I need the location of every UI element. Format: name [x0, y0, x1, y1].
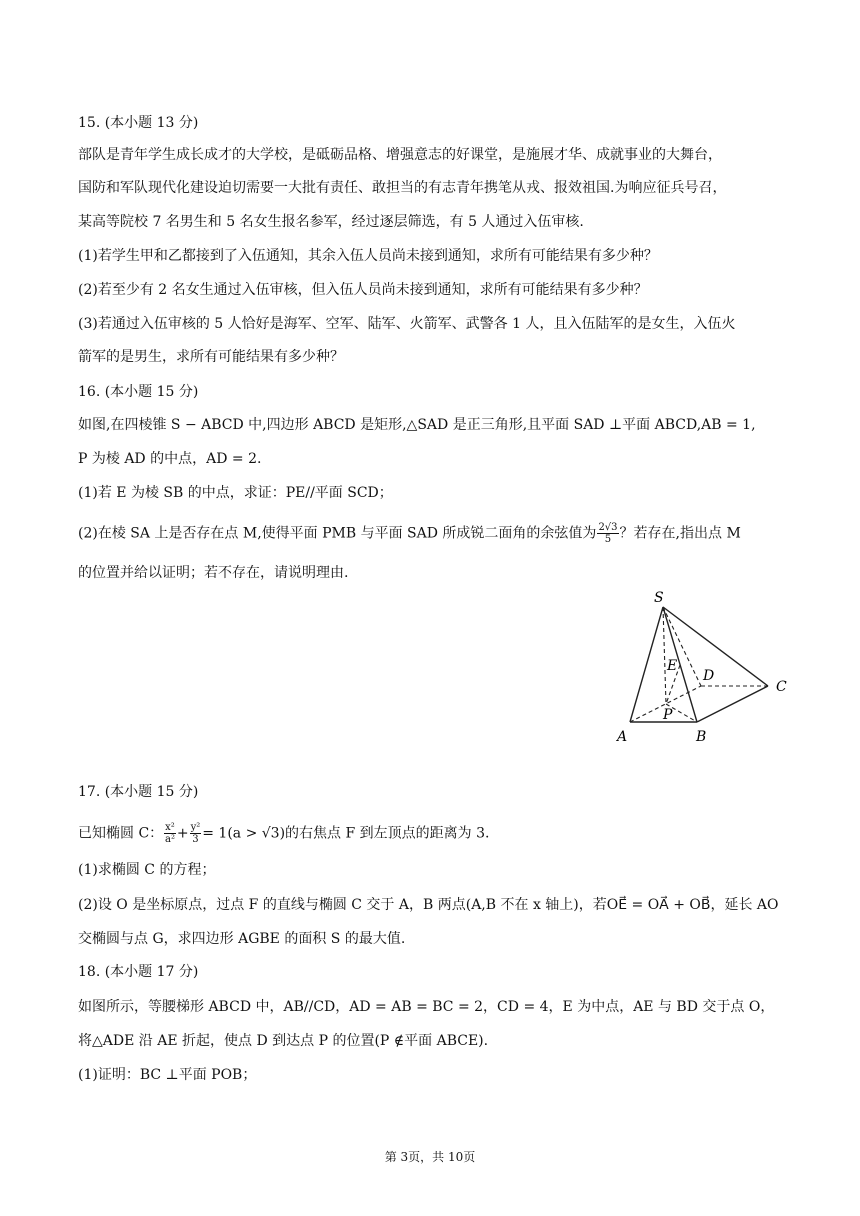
q15-subquestion-1: (1)若学生甲和乙都接到了入伍通知，其余入伍人员尚未接到通知，求所有可能结果有多少种？ [78, 248, 658, 264]
label-S: S [654, 590, 664, 606]
q16-s2-text-after: ？若存在,指出点 M [619, 525, 741, 542]
label-D: D [703, 668, 715, 684]
q15-text-line-3: 某高等院校 7 名男生和 5 名女生报名参军，经过逐层筛选，有 5 人通过入伍审核. [78, 214, 584, 230]
q15-subquestion-3-line-1: (3)若通过入伍审核的 5 人恰好是海军、空军、陆军、火箭军、武警各 1 人，且入伍陆军的是女生，入伍火 [78, 316, 736, 332]
segment-SP-hidden [663, 607, 666, 704]
q16-header: 16. (本小题 15 分) [78, 384, 199, 400]
ellipse-fraction-y [190, 822, 202, 845]
edge-BC [697, 686, 768, 722]
q18-subquestion-1: (1)证明：BC ⊥平面 POB； [78, 1067, 257, 1083]
edge-SD-hidden [663, 607, 701, 686]
q15-subquestion-2: (2)若至少有 2 名女生通过入伍审核，但入伍人员尚未接到通知，求所有可能结果有多少种？ [78, 282, 648, 298]
label-P: P [663, 707, 673, 723]
q16-subquestion-1: (1)若 E 为棱 SB 的中点，求证：PE//平面 SCD； [78, 485, 393, 501]
q16-s2-text-before: (2)在棱 SA 上是否存在点 M,使得平面 PMB 与平面 SAD 所成锐二面角的余弦值为 [78, 525, 597, 542]
fraction-denominator: 3 [192, 834, 199, 845]
ellipse-fraction-x [164, 822, 176, 845]
pyramid-figure [600, 585, 810, 755]
q15-subquestion-3-line-2: 箭军的是男生，求所有可能结果有多少种？ [78, 349, 344, 365]
cosine-fraction [597, 522, 618, 545]
q15-header: 15. (本小题 13 分) [78, 115, 199, 131]
label-C: C [776, 679, 787, 695]
fraction-denominator: 5 [604, 534, 612, 545]
edge-SA [630, 607, 663, 722]
q15-text-line-1: 部队是青年学生成长成才的大学校，是砥砺品格、增强意志的好课堂，是施展才华、成就事业的大舞台， [78, 147, 722, 163]
q17-text-line-1 [78, 822, 489, 845]
q17-subquestion-1: (1)求椭圆 C 的方程； [78, 862, 216, 878]
edge-SC [663, 607, 768, 686]
page-number-footer: 第 3页，共 10页 [384, 1150, 476, 1164]
q16-subquestion-2-line-1 [78, 522, 741, 545]
fraction-denominator: a² [165, 834, 175, 845]
q18-header: 18. (本小题 17 分) [78, 964, 199, 980]
q17-header: 17. (本小题 15 分) [78, 784, 199, 800]
q17-subquestion-2-line-2: 交椭圆与点 G，求四边形 AGBE 的面积 S 的最大值. [78, 931, 406, 947]
q16-text-line-2: P 为棱 AD 的中点，AD = 2. [78, 451, 262, 467]
plus-sign: + [176, 825, 189, 842]
q15-text-line-2: 国防和军队现代化建设迫切需要一大批有责任、敢担当的有志青年携笔从戎、报效祖国.为响应征兵号召， [78, 180, 727, 196]
q17-subquestion-2-line-1: (2)设 O 是坐标原点，过点 F 的直线与椭圆 C 交于 A，B 两点(A,B 不在 x 轴上)，若OE⃗ = OA⃗ + OB⃗，延长 AO [78, 897, 779, 913]
label-E: E [667, 658, 678, 674]
fraction-numerator: 2√3 [598, 522, 618, 533]
q16-text-line-1: 如图,在四棱锥 S − ABCD 中,四边形 ABCD 是矩形,△SAD 是正三角形,且平面 SAD ⊥平面 ABCD,AB = 1, [78, 417, 756, 433]
q17-text-before: 已知椭圆 C： [78, 825, 164, 842]
fraction-numerator: x² [165, 822, 175, 833]
q18-text-line-1: 如图所示，等腰梯形 ABCD 中，AB//CD，AD = AB = BC = 2，CD = 4，E 为中点，AE 与 BD 交于点 O， [78, 999, 775, 1015]
label-B: B [696, 729, 707, 745]
q18-text-line-2: 将△ADE 沿 AE 折起，使点 D 到达点 P 的位置(P ∉平面 ABCE). [78, 1033, 489, 1049]
q17-text-after: = 1(a > √3)的右焦点 F 到左顶点的距离为 3. [202, 825, 490, 842]
label-A: A [617, 729, 628, 745]
fraction-numerator: y² [190, 822, 201, 833]
q16-subquestion-2-line-2: 的位置并给以证明；若不存在，请说明理由. [78, 565, 349, 581]
